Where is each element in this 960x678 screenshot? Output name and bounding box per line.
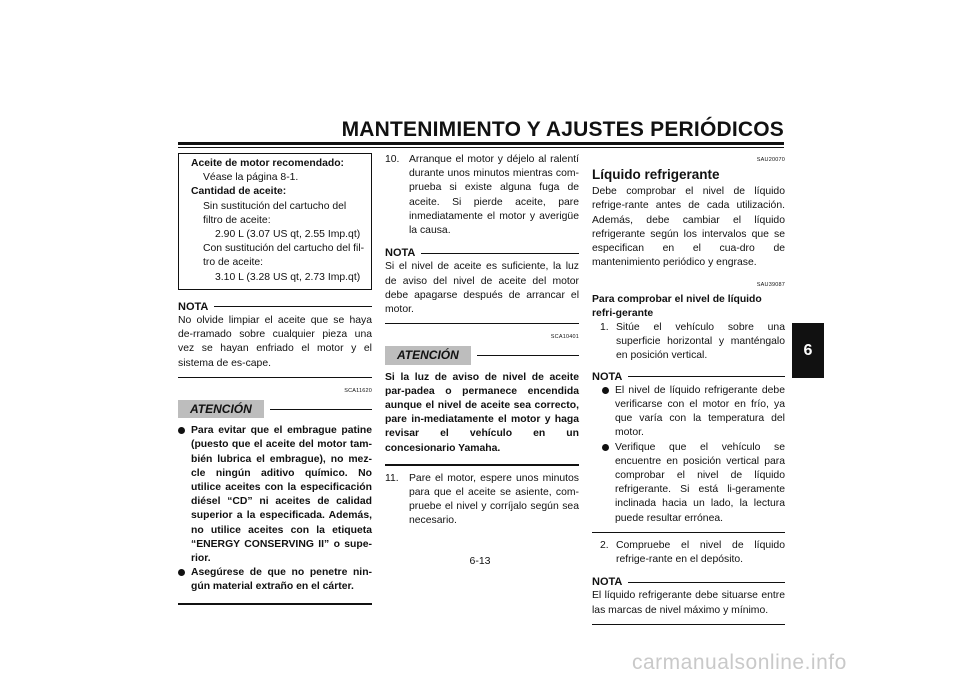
- column-2: [385, 153, 579, 529]
- section-code: SCA10401: [550, 334, 579, 341]
- step-item: 10. Arranque el motor y déjelo al ralentí durante unos minutos mientras com-prueba si existe alguna fuga de aceite. Si pierde aceite, pare inmediatamente el motor y averigüe la causa.: [385, 154, 579, 237]
- atencion-bullet: Para evitar que el embrague patine (puesto que el aceite del motor tam-bién lubrica el embrague), no mez-cle ningún aditivo químico. No utilice aceites con la especificación diésel “CD” ni aceites de calidad superior a la especificada. Además, no utilice aceites con la etiqueta “ENERGY CONSERVING II” o supe-rior.: [178, 424, 372, 566]
- bullet-icon: [602, 444, 609, 451]
- oil-recommended-ref: Véase la página 8-1.: [203, 172, 299, 184]
- atencion-end-rule: [385, 464, 579, 466]
- page-title: MANTENIMIENTO Y AJUSTES PERIÓDICOS: [341, 118, 784, 141]
- step-item: 1. Sitúe el vehículo sobre una superficie horizontal y manténgalo en posición vertical.: [600, 322, 785, 362]
- section-intro: Debe comprobar el nivel de líquido refrige-rante antes de cada utilización. Además, debe cambiar el líquido refrigerante según los intervalos que se especifican en el cua-dro de mantenimiento periódico y engrase.: [592, 186, 785, 269]
- column-1: [178, 153, 372, 611]
- nota-heading: [592, 575, 785, 589]
- nota-label: NOTA: [592, 576, 623, 589]
- oil-with-filter-value: 3.10 L (3.28 US qt, 2.73 Imp.qt): [215, 271, 361, 283]
- section-code: SAU39087: [756, 282, 785, 289]
- nota-end-rule: [385, 323, 579, 324]
- nota-label: NOTA: [592, 370, 623, 383]
- bullet-icon: [602, 387, 609, 394]
- nota-heading: [385, 246, 579, 260]
- oil-quantity-label: Cantidad de aceite:: [191, 186, 287, 198]
- column-3: [592, 153, 785, 631]
- section-code: SCA11620: [344, 387, 372, 394]
- nota-heading: [178, 300, 372, 314]
- atencion-end-rule: [178, 603, 372, 605]
- bullet-icon: [178, 427, 185, 434]
- header-rule-thin: [178, 147, 784, 148]
- header-rule-thick: [178, 142, 784, 145]
- page-number: 6-13: [469, 555, 491, 567]
- step-item: 11. Pare el motor, espere unos minutos para que el aceite se asiente, com-pruebe el nivel y corríjalo según sea necesario.: [385, 472, 579, 527]
- nota-label: NOTA: [385, 247, 416, 260]
- oil-without-filter-label: Sin sustitución del cartucho del filtro de aceite:: [203, 200, 347, 226]
- nota-label: NOTA: [178, 300, 209, 313]
- nota-bullet: Verifique que el vehículo se encuentre en posición vertical para comprobar el nivel de líquido refrigerante. Si está li-geramente inclinada hacia un lado, la lectura puede resultar errónea.: [592, 441, 785, 526]
- subsection-title: Para comprobar el nivel de líquido refri-gerante: [592, 293, 762, 319]
- atencion-bullet: Asegúrese de que no penetre nin-gún material extraño en el cárter.: [178, 566, 372, 594]
- nota-end-rule: [178, 377, 372, 378]
- section-title: Líquido refrigerante: [592, 167, 720, 183]
- chapter-tab: 6: [792, 323, 824, 378]
- section-code: SAU20070: [756, 157, 785, 163]
- nota-text: No olvide limpiar el aceite que se haya de-rramado sobre cualquier pieza una vez se hayan enfriado el motor y el sistema de es-cape.: [178, 315, 372, 369]
- bullet-icon: [178, 569, 185, 576]
- oil-recommended-label: Aceite de motor recomendado:: [191, 158, 345, 169]
- nota-text: El líquido refrigerante debe situarse entre las marcas de nivel máximo y mínimo.: [592, 590, 785, 616]
- atencion-heading: [178, 400, 372, 418]
- oil-with-filter-label: Con sustitución del cartucho del fil-tro de aceite:: [203, 243, 365, 269]
- atencion-badge: ATENCIÓN: [385, 346, 471, 364]
- oil-spec-box: [178, 153, 372, 290]
- atencion-badge: ATENCIÓN: [178, 400, 264, 418]
- nota-end-rule: [592, 624, 785, 625]
- nota-end-rule: [592, 532, 785, 533]
- nota-heading: [592, 370, 785, 384]
- watermark: carmanualsonline.info: [632, 651, 847, 674]
- step-item: 2. Compruebe el nivel de líquido refrige-rante en el depósito.: [600, 539, 785, 566]
- nota-bullet: El nivel de líquido refrigerante debe verificarse con el motor en frío, ya que varía con la temperatura del motor.: [592, 384, 785, 441]
- atencion-heading: [385, 346, 579, 364]
- atencion-text: Si la luz de aviso de nivel de aceite par-padea o permanece encendida aunque el nivel de aceite sea correcto, pare in-mediatamente el motor y haga revisar el vehículo en un concesionario Yamaha.: [385, 371, 579, 454]
- oil-without-filter-value: 2.90 L (3.07 US qt, 2.55 Imp.qt): [215, 229, 361, 241]
- nota-text: Si el nivel de aceite es suficiente, la luz de aviso del nivel de aceite del motor debe apagarse después de arrancar el motor.: [385, 261, 579, 316]
